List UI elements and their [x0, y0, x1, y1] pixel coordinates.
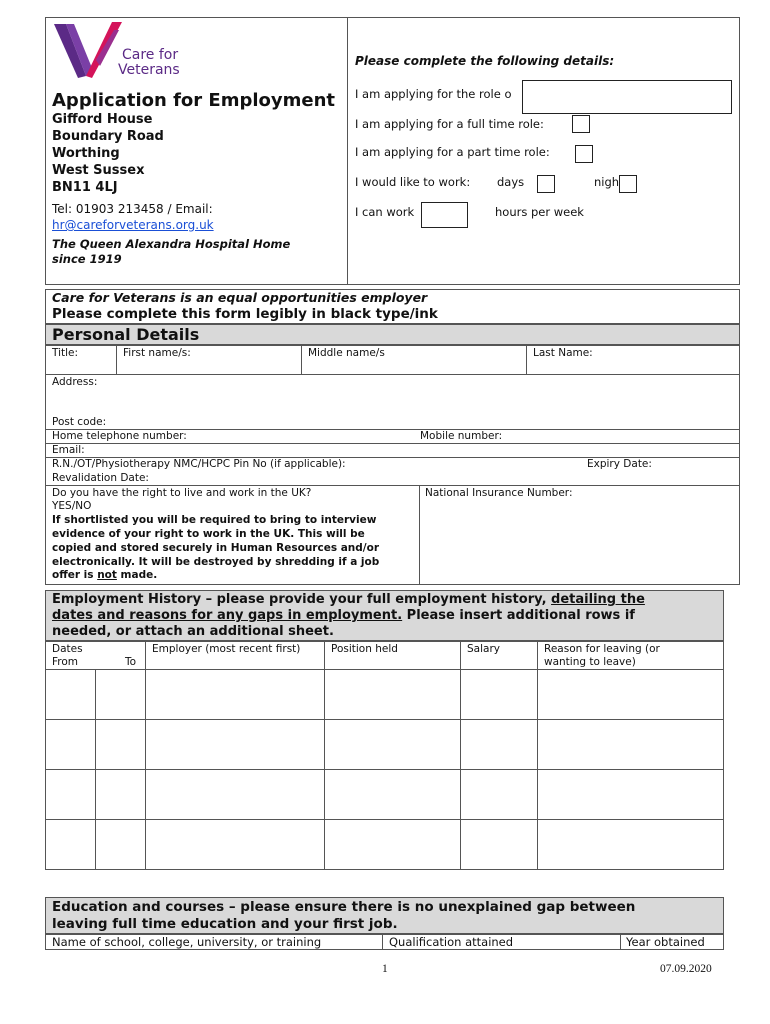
can-work-label: I can work — [355, 205, 415, 219]
revalidation-field-label[interactable]: Revalidation Date: — [52, 472, 149, 484]
nights-checkbox[interactable] — [619, 175, 637, 193]
email-field-label[interactable]: Email: — [52, 444, 85, 456]
offer-post: made. — [116, 569, 158, 581]
role-label: I am applying for the role o — [355, 87, 512, 101]
part-time-checkbox[interactable] — [575, 145, 593, 163]
footer-date: 07.09.2020 — [660, 963, 712, 975]
nights-label: nigh — [594, 175, 620, 189]
personal-details-heading: Personal Details — [52, 325, 200, 344]
education-heading-line1: Education and courses – please ensure there is no unexplained gap between — [52, 899, 636, 915]
logo-v-mark-icon — [52, 20, 127, 80]
first-name-field-label[interactable]: First name/s: — [123, 347, 191, 359]
employment-heading-2a: dates and reasons for any gaps in employment. — [52, 608, 403, 623]
address-line-3: Worthing — [52, 146, 120, 161]
page-number: 1 — [382, 963, 388, 975]
col-reason-label-1: Reason for leaving (or — [544, 643, 660, 655]
right-to-work-question: Do you have the right to live and work in the UK? — [52, 487, 312, 499]
shortlist-note-3: copied and stored securely in Human Resources and/or — [52, 542, 380, 554]
full-time-label: I am applying for a full time role: — [355, 117, 544, 131]
employment-heading-line1 — [52, 592, 645, 607]
offer-pre: offer is — [52, 569, 98, 581]
care-for-veterans-logo — [52, 20, 212, 82]
employment-heading-1b: detailing the — [551, 592, 645, 607]
title-field-label[interactable]: Title: — [52, 347, 79, 359]
address-line-1: Gifford House — [52, 112, 153, 127]
col-dates-label: Dates — [52, 643, 83, 655]
hours-input[interactable] — [421, 202, 468, 228]
last-name-field-label[interactable]: Last Name: — [533, 347, 593, 359]
contact-email-link[interactable]: hr@careforveterans.org.uk — [52, 218, 214, 232]
tagline-line2: since 1919 — [52, 252, 122, 266]
legibility-notice: Please complete this form legibly in black type/ink — [52, 306, 438, 322]
role-input[interactable] — [522, 80, 732, 114]
col-year-label: Year obtained — [626, 935, 705, 949]
col-from-label: From — [52, 656, 79, 668]
col-employer-label: Employer (most recent first) — [152, 643, 301, 655]
middle-name-field-label[interactable]: Middle name/s — [308, 347, 385, 359]
header-divider — [347, 17, 348, 285]
home-phone-field-label[interactable]: Home telephone number: — [52, 430, 187, 442]
col-salary-label: Salary — [467, 643, 500, 655]
employment-row[interactable] — [46, 670, 723, 718]
col-qualification-label: Qualification attained — [389, 935, 514, 949]
shortlist-note-1: If shortlisted you will be required to bring to interview — [52, 514, 377, 526]
row-line-phone — [45, 443, 740, 444]
shortlist-note-2: evidence of your right to work in the UK. This will be — [52, 528, 365, 540]
edu-col-line-1 — [382, 934, 383, 950]
mobile-field-label[interactable]: Mobile number: — [420, 430, 503, 442]
ni-number-field-label[interactable]: National Insurance Number: — [425, 487, 573, 499]
offer-not: not — [97, 569, 117, 581]
pin-field-label[interactable]: R.N./OT/Physiotherapy NMC/HCPC Pin No (if applicable): — [52, 458, 346, 470]
shortlist-note-4: electronically. It will be destroyed by shredding if a job — [52, 556, 380, 568]
expiry-field-label[interactable]: Expiry Date: — [587, 458, 652, 470]
shortlist-note-5 — [52, 569, 157, 581]
name-divider-3 — [526, 345, 527, 374]
rtw-divider — [419, 485, 420, 585]
equal-opportunities-notice: Care for Veterans is an equal opportunities employer — [52, 290, 428, 305]
logo-text-line1: Care for — [122, 47, 179, 63]
row-line-revalidation — [45, 485, 740, 486]
tagline-line1: The Queen Alexandra Hospital Home — [52, 237, 291, 251]
employment-heading-2b: Please insert additional rows if — [402, 608, 635, 623]
logo-text-line2: Veterans — [118, 62, 180, 78]
address-line-2: Boundary Road — [52, 129, 164, 144]
row-line-name — [45, 374, 740, 375]
employment-row[interactable] — [46, 770, 723, 818]
work-preference-label: I would like to work: — [355, 175, 471, 189]
col-to-label: To — [125, 656, 137, 668]
name-divider-1 — [116, 345, 117, 374]
hours-label: hours per week — [495, 205, 584, 219]
employment-row[interactable] — [46, 720, 723, 768]
details-heading: Please complete the following details: — [355, 54, 615, 68]
edu-col-line-2 — [620, 934, 621, 950]
full-time-checkbox[interactable] — [572, 115, 590, 133]
employment-heading-line3: needed, or attach an additional sheet. — [52, 624, 334, 639]
name-divider-2 — [301, 345, 302, 374]
col-reason-label-2: wanting to leave) — [544, 656, 636, 668]
post-code-field-label[interactable]: Post code: — [52, 416, 107, 428]
address-field-label[interactable]: Address: — [52, 376, 98, 388]
col-school-label: Name of school, college, university, or training — [52, 935, 322, 949]
days-checkbox[interactable] — [537, 175, 555, 193]
contact-tel: Tel: 01903 213458 / Email: — [52, 202, 213, 216]
part-time-label: I am applying for a part time role: — [355, 145, 550, 159]
days-label: days — [497, 175, 525, 189]
address-line-4: West Sussex — [52, 163, 145, 178]
page-title: Application for Employment — [52, 90, 336, 111]
address-line-5: BN11 4LJ — [52, 180, 118, 195]
education-heading-line2: leaving full time education and your first job. — [52, 916, 398, 932]
employment-heading-1a: Employment History – please provide your full employment history, — [52, 592, 552, 607]
col-position-label: Position held — [331, 643, 398, 655]
employment-row[interactable] — [46, 820, 723, 869]
right-to-work-answer[interactable]: YES/NO — [52, 500, 92, 512]
employment-heading-line2 — [52, 608, 635, 623]
